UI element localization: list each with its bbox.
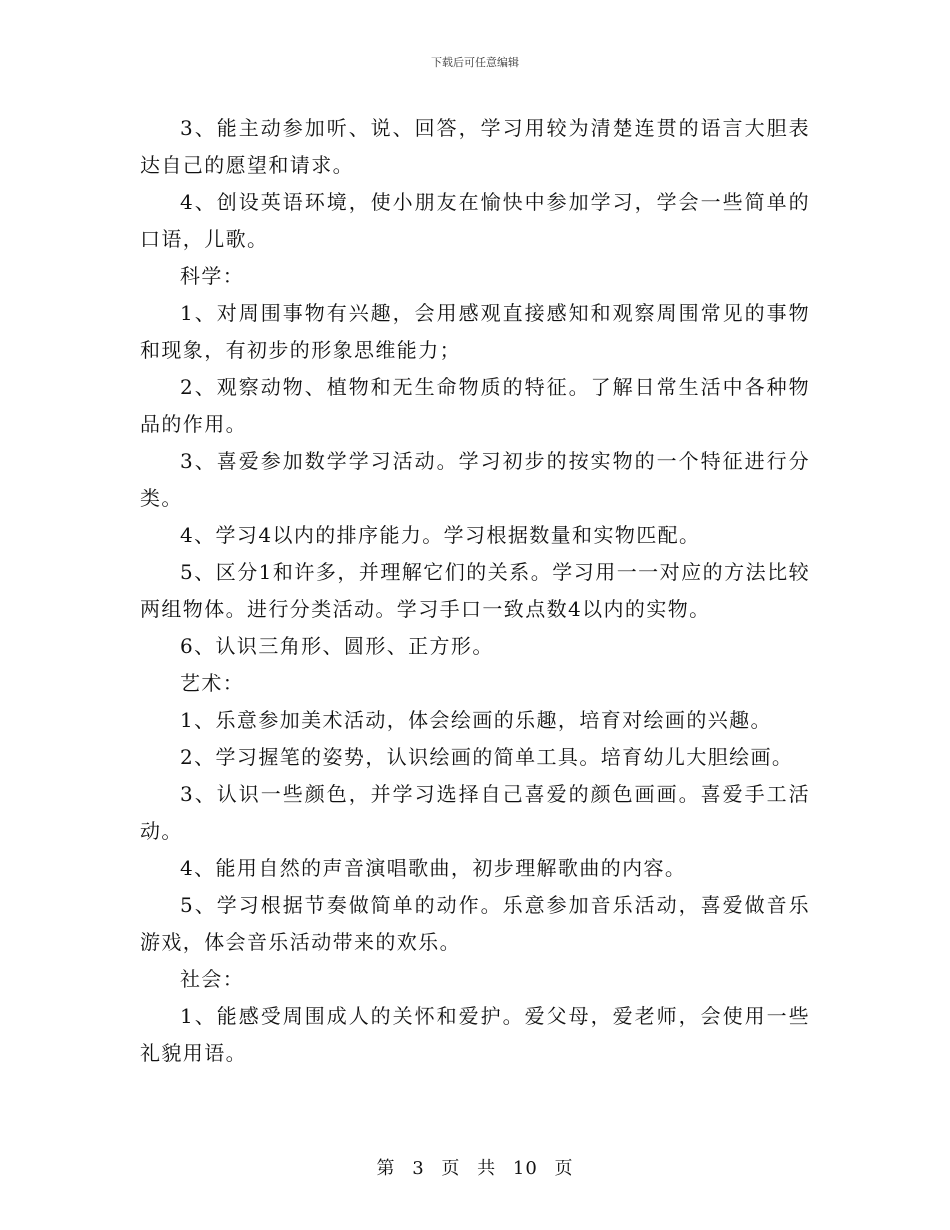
paragraph-art-2: 2、学习握笔的姿势，认识绘画的简单工具。培育幼儿大胆绘画。 (180, 745, 794, 769)
paragraph-science-4: 4、学习4以内的排序能力。学习根据数量和实物匹配。 (180, 523, 701, 547)
paragraph-art-4: 4、能用自然的声音演唱歌曲，初步理解歌曲的内容。 (180, 856, 687, 880)
paragraph-science-6: 6、认识三角形、圆形、正方形。 (180, 634, 494, 658)
footer-current-page: 3 (412, 1158, 425, 1179)
section-heading-science: 科学： (180, 264, 245, 288)
section-heading-society: 社会： (180, 967, 245, 991)
document-body (140, 110, 810, 1072)
footer-label-page: 页 (441, 1158, 461, 1179)
paragraph-language-3: 3、能主动参加听、说、回答，学习用较为清楚连贯的语言大胆表达自己的愿望和请求。 (140, 116, 810, 177)
footer-label-total: 共 (477, 1158, 497, 1179)
footer-label-before: 第 (376, 1158, 396, 1179)
footer-total-pages: 10 (512, 1158, 538, 1179)
paragraph-language-4: 4、创设英语环境，使小朋友在愉快中参加学习，学会一些简单的口语，儿歌。 (140, 190, 810, 251)
paragraph-art-1: 1、乐意参加美术活动，体会绘画的乐趣，培育对绘画的兴趣。 (180, 708, 772, 732)
paragraph-science-1: 1、对周围事物有兴趣，会用感观直接感知和观察周围常见的事物和现象，有初步的形象思维能力； (140, 301, 810, 362)
footer-label-end: 页 (554, 1158, 574, 1179)
paragraph-science-2: 2、观察动物、植物和无生命物质的特征。了解日常生活中各种物品的作用。 (140, 375, 810, 436)
paragraph-science-5: 5、区分1和许多，并理解它们的关系。学习用一一对应的方法比较两组物体。进行分类活动。学习手口一致点数4以内的实物。 (140, 560, 810, 621)
section-heading-art: 艺术： (180, 671, 245, 695)
page-header: 下载后可任意编辑 (431, 56, 519, 69)
page-footer (0, 1154, 950, 1180)
paragraph-science-3: 3、喜爱参加数学学习活动。学习初步的按实物的一个特征进行分类。 (140, 449, 810, 510)
paragraph-art-5: 5、学习根据节奏做简单的动作。乐意参加音乐活动，喜爱做音乐游戏，体会音乐活动带来的欢乐。 (140, 893, 810, 954)
paragraph-art-3: 3、认识一些颜色，并学习选择自己喜爱的颜色画画。喜爱手工活动。 (140, 782, 810, 843)
paragraph-society-1: 1、能感受周围成人的关怀和爱护。爱父母，爱老师，会使用一些礼貌用语。 (140, 1004, 810, 1065)
